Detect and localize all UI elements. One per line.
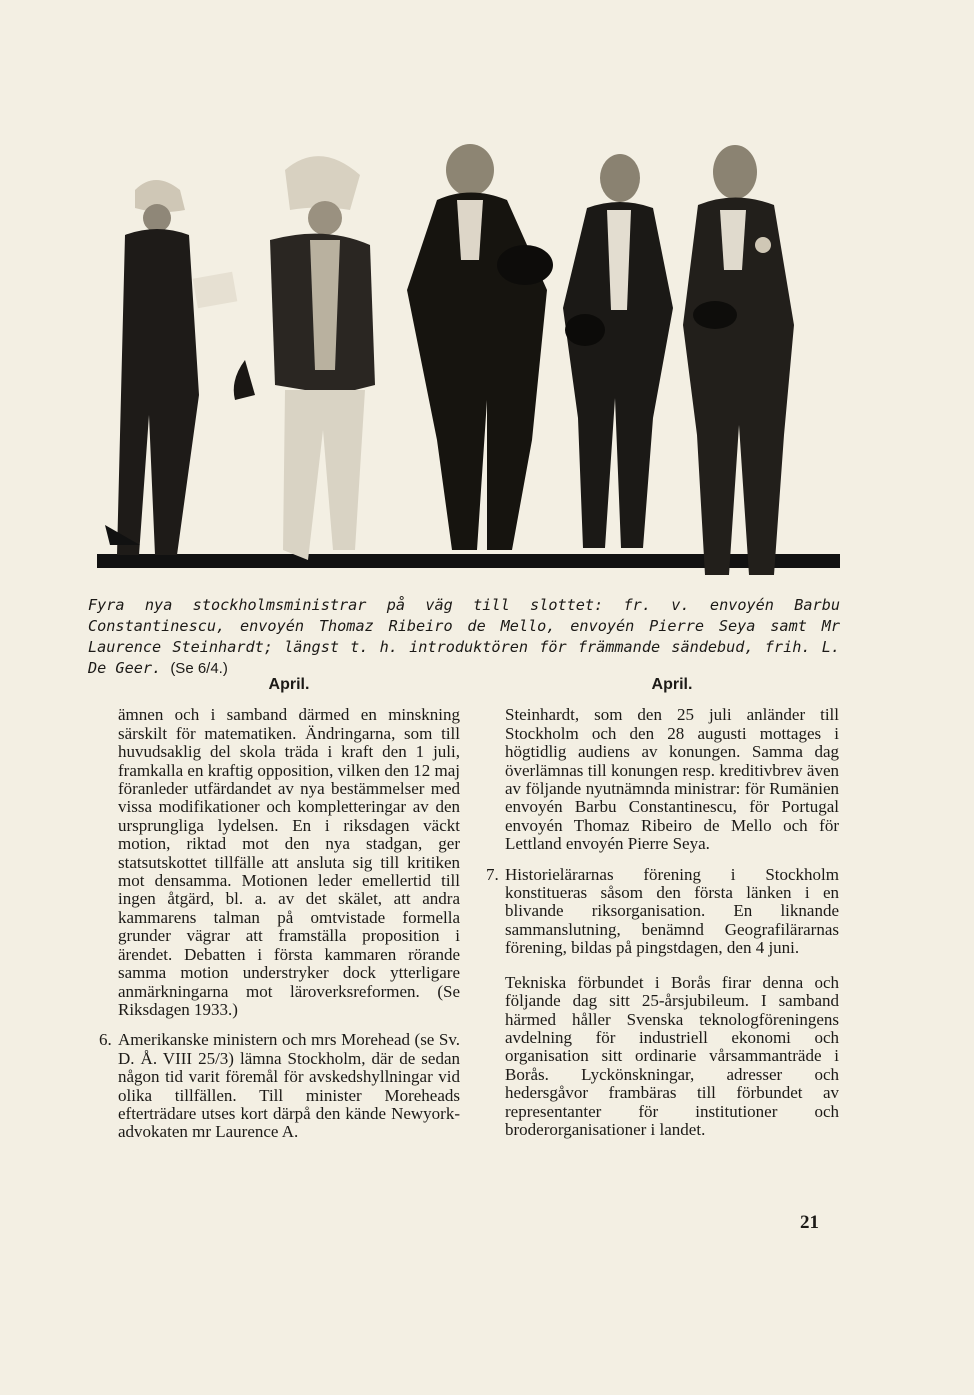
right-column — [486, 676, 839, 1139]
caption-text: Fyra nya stockholmsministrar på väg till slottet: fr. v. envoyén Barbu Constantinescu, envoyén Thomaz Ribeiro de Mello, envoyén Pierre Seya samt Mr Laurence Steinhardt; längst t. h. introduktören för främmande sändebud, frih. L. De Geer. — [88, 596, 840, 677]
right-column-paragraph: Steinhardt, som den 25 juli anländer till Stockholm och den 28 augusti mottages i högtidlig audiens av konungen. Samma dag överlämnas till konungen resp. kreditivbrev även av följande nyutnämnda ministrar: för Rumänien envoyén Barbu Constantinescu, för Portugal envoyén Thomaz Ribeiro de Mello och för Lettland envoyén Pierre Seya. — [505, 705, 839, 854]
figure-5 — [683, 145, 794, 575]
left-column-paragraph: ämnen och i samband därmed en minskning särskilt för matematiken. Ändringarna, som till huvudsaklig del skola träda i kraft den 1 juli, framkalla en kraftig opposition, vilken den 12 maj föranleder utfärdandet av nya bestämmelser med vissa modifikationer och kompletteringar av den ursprungliga lydelsen. En i riksdagen väckt motion, riktad mot den nya stadgan, ger statsutskottet tillfälle att ansluta sig till kritiken mot densamma. Motionen leder emellertid till ingen åtgärd, bl. a. av det skälet, att andra kammarens talman på omtvistade formella grunder vägrar att framställa proposition i ärendet. Debatten i första kammaren rörande samma motion understryker dock ytterligare anmärkningarna mot läroverksreformen. (Se Riksdagen 1933.) — [118, 705, 460, 1019]
photo-caption — [88, 595, 840, 679]
figure-4 — [563, 154, 673, 548]
photograph-five-men — [95, 130, 840, 588]
entry-7 — [486, 864, 839, 958]
left-column — [99, 676, 460, 1142]
entry-7-text: Historielärarnas förening i Stockholm konstitueras såsom den första länken i en blivande riksorganisation. En liknande sammanslutning, benämnd Geografilärarnas förening, bildas på pingstdagen, den 4 juni. — [505, 864, 839, 958]
left-column-heading: April. — [268, 676, 310, 693]
entry-6 — [99, 1030, 460, 1142]
right-column-paragraph-2: Tekniska förbundet i Borås firar denna och följande dag sitt 25-årsjubileum. I samband härmed håller Svenska teknologföreningens avdelning för industriell ekonomi och organisation sitt ordinarie vårsammanträde i Borås. Lyckönskningar, adresser och hedersgåvor frambäras till förbundet av representanter för institutioner och broderorganisationer i landet. — [505, 972, 839, 1139]
entry-6-number: 6. — [99, 1030, 112, 1050]
entry-6-text: Amerikanske ministern och mrs Morehead (se Sv. D. Å. VIII 25/3) lämna Stockholm, där de sedan någon tid varit föremål för avskedshyllningar vid olika tillfällen. Till minister Moreheads efterträdare utses kort därpå den kände Newyork-advokaten mr Laurence A. — [118, 1030, 460, 1142]
figure-3 — [407, 144, 553, 550]
figure-1 — [105, 180, 237, 555]
right-column-heading: April. — [651, 676, 693, 693]
figure-2 — [234, 156, 375, 560]
page-number: 21 — [800, 1212, 819, 1233]
entry-7-number: 7. — [486, 864, 499, 884]
caption-reference: (Se 6/4.) — [170, 660, 228, 677]
photo-illustration — [95, 130, 840, 588]
